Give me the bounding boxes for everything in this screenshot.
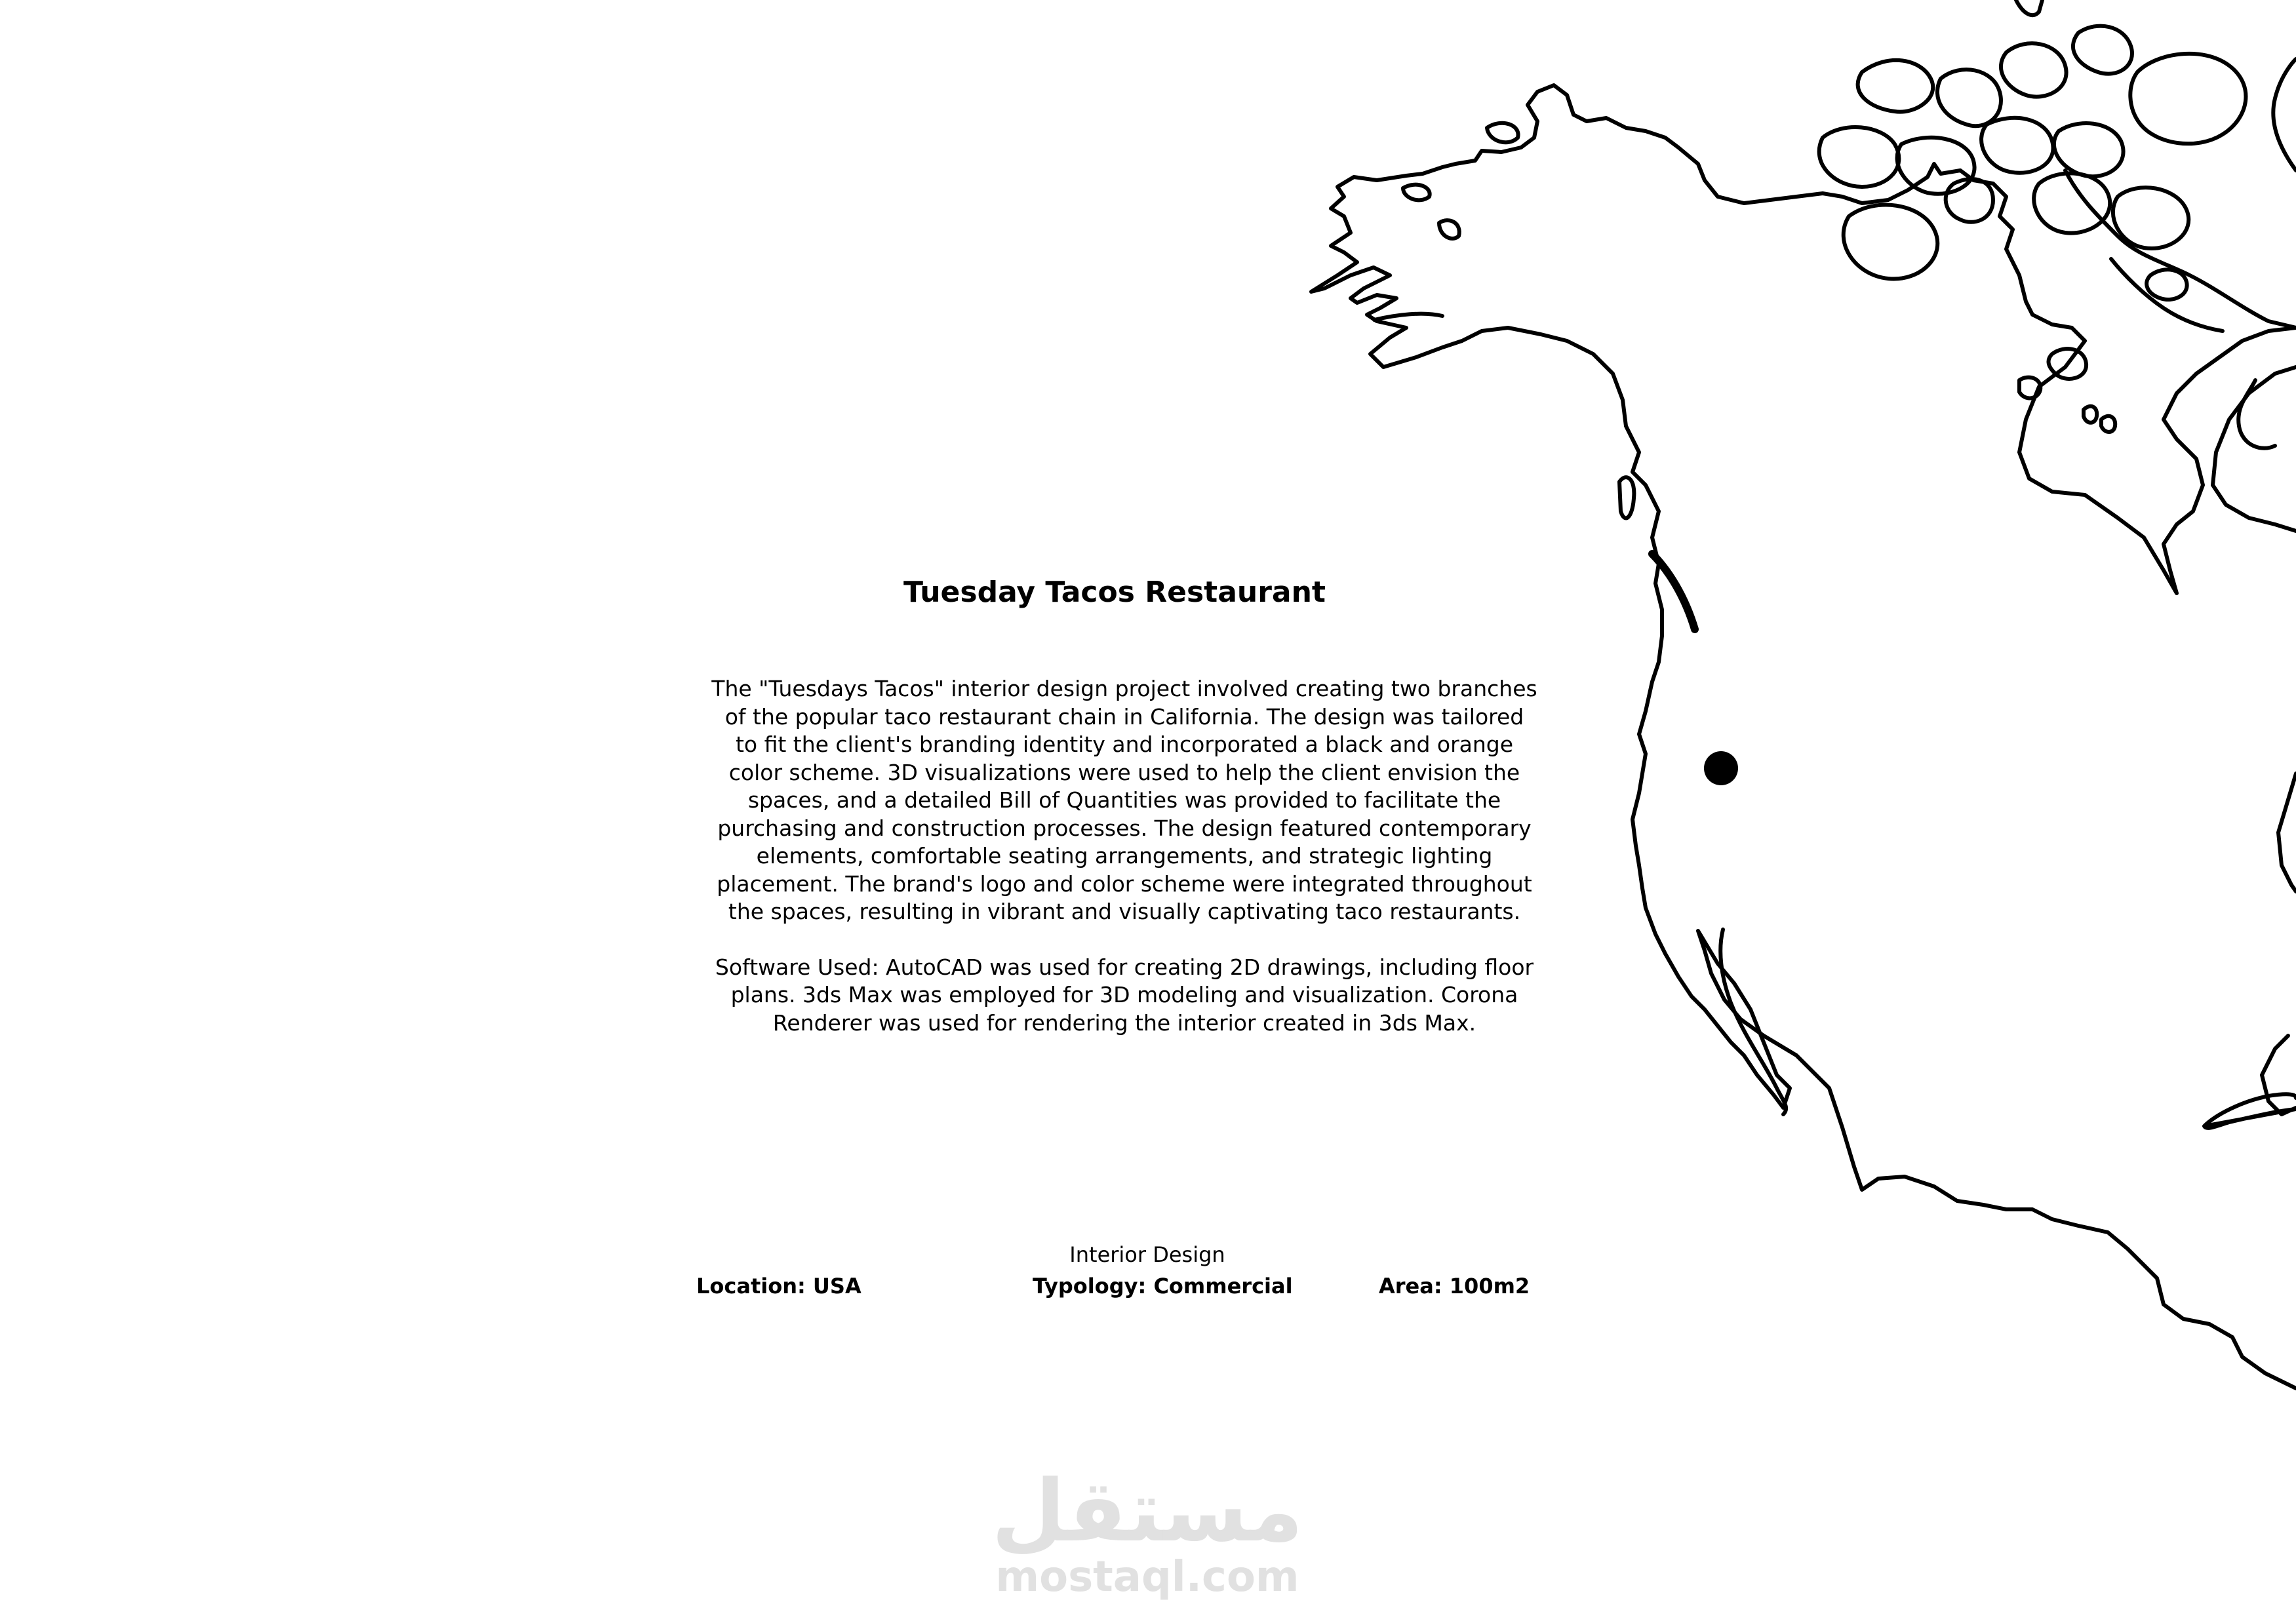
watermark-latin-text: mostaql.com xyxy=(995,1553,1299,1601)
small-island-a xyxy=(2084,406,2097,423)
arctic-island-14 xyxy=(2147,269,2187,300)
labrador-inlet xyxy=(2238,380,2275,448)
arctic-island-9 xyxy=(1946,179,1993,222)
island-alaska-1 xyxy=(1439,220,1459,239)
page-title: Tuesday Tacos Restaurant xyxy=(903,576,1326,609)
baja-california xyxy=(1720,929,1786,1114)
arctic-island-11 xyxy=(2130,54,2246,144)
arctic-island-4 xyxy=(2073,26,2132,74)
hudson-bay-coast xyxy=(2213,367,2296,531)
greenland-edge xyxy=(2273,59,2296,170)
location-marker xyxy=(1704,751,1738,785)
discipline-label: Interior Design xyxy=(1069,1242,1225,1267)
arctic-island-10 xyxy=(2054,123,2124,176)
mostaql-watermark xyxy=(977,1461,1318,1601)
island-alaska-2 xyxy=(1487,123,1518,142)
description-paragraph: The "Tuesdays Tacos" interior design project involved creating two branches of the popular taco restaurant chain in California. The design was tailored to fit the client's branding identity and incorporated a black and orange color scheme. 3D visualizations were used to help the client envision the spaces, and a detailed Bill of Quantities was provided to facilitate the purchasing and construction processes. The design featured contemporary elements, comfortable seating arrangements, and strategic lighting placement. The brand's logo and color scheme were integrated throughout the spaces, resulting in vibrant and visually captivating taco restaurants. xyxy=(711,676,1537,924)
software-paragraph: Software Used: AutoCAD was used for creating 2D drawings, including floor plans. 3ds Max was employed for 3D modeling and visualization. Corona Renderer was used for rendering the interior created in 3ds Max. xyxy=(715,954,1534,1036)
aleutian-islands xyxy=(1374,314,1442,320)
arctic-island-8 xyxy=(1844,205,1938,279)
arctic-island-13 xyxy=(2113,187,2188,248)
cuba xyxy=(2204,1094,2296,1128)
small-island-b xyxy=(2101,416,2115,432)
project-description xyxy=(711,675,1537,1065)
greenland-top xyxy=(2016,0,2042,15)
island-alaska-3 xyxy=(1403,185,1430,201)
east-coast xyxy=(2278,773,2296,891)
florida xyxy=(2262,1036,2296,1114)
area-label: Area: 100m2 xyxy=(1379,1274,1530,1299)
arctic-island-2 xyxy=(1937,69,2001,126)
arctic-island-3 xyxy=(2001,43,2067,96)
watermark-arabic-logo: مستقل xyxy=(991,1461,1303,1561)
vancouver-island xyxy=(1619,477,1634,518)
location-label: Location: USA xyxy=(696,1274,861,1299)
typology-label: Typology: Commercial xyxy=(1033,1274,1293,1299)
arctic-island-5 xyxy=(1819,127,1899,187)
baffin-island xyxy=(2065,170,2296,328)
arctic-island-7 xyxy=(1981,118,2053,173)
arctic-island-1 xyxy=(1858,60,1933,112)
